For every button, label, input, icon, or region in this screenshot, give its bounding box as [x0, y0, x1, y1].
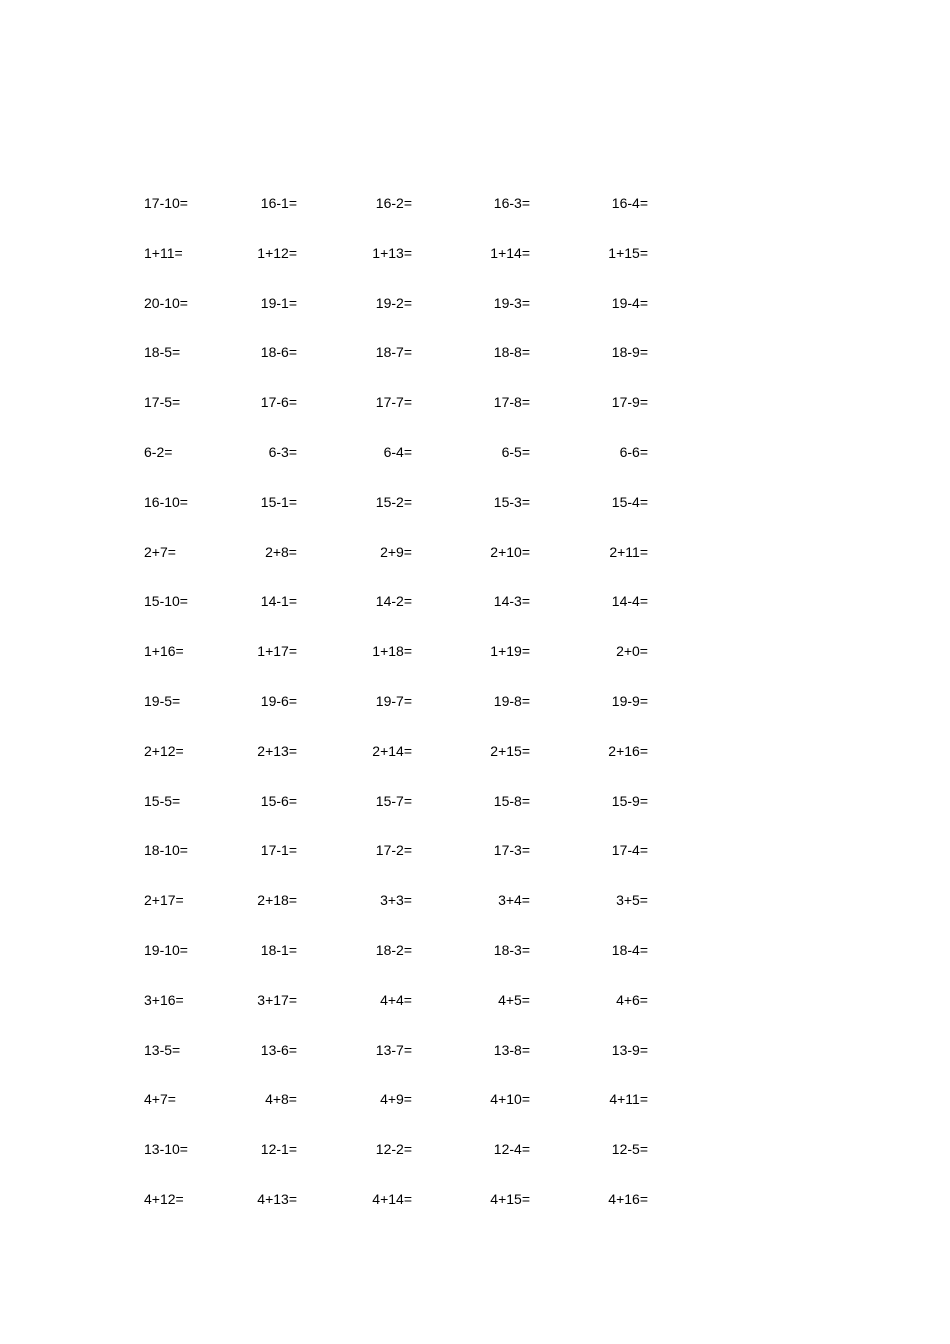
math-problem: 2+0=: [616, 643, 648, 660]
math-problem: 1+11=: [144, 244, 183, 261]
math-problem: 14-3=: [493, 593, 530, 610]
math-problem: 20-10=: [144, 294, 188, 311]
math-problem: 13-8=: [493, 1041, 530, 1058]
math-problem: 1+17=: [257, 643, 297, 660]
math-problem: 14-1=: [260, 593, 297, 610]
math-problem: 16-2=: [375, 195, 412, 211]
math-problem: 18-9=: [611, 344, 648, 361]
math-problem: 17-4=: [611, 842, 648, 859]
math-problem: 2+18=: [257, 892, 297, 909]
problem-row: [0, 1188, 950, 1210]
math-problem: 4+11=: [609, 1091, 648, 1108]
math-problem: 12-5=: [611, 1141, 648, 1158]
math-problem: 12-1=: [260, 1141, 297, 1158]
math-problem: 15-9=: [611, 792, 648, 809]
math-problem: 16-1=: [260, 195, 297, 211]
math-problem: 19-3=: [493, 294, 530, 311]
math-problem: 16-10=: [144, 493, 188, 510]
math-problem: 18-5=: [144, 344, 181, 361]
math-problem: 3+4=: [498, 892, 530, 909]
problem-row: [0, 690, 950, 712]
math-problem: 19-10=: [144, 942, 188, 958]
math-problem: 4+10=: [490, 1091, 530, 1108]
math-problem: 4+15=: [490, 1191, 530, 1207]
math-problem: 2+9=: [380, 543, 412, 560]
math-problem: 19-6=: [260, 693, 297, 709]
math-problem: 15-2=: [375, 493, 412, 510]
math-problem: 15-8=: [493, 792, 530, 809]
math-problem: 4+13=: [257, 1191, 297, 1207]
math-problem: 12-4=: [493, 1141, 530, 1158]
problem-row: [0, 889, 950, 911]
math-problem: 17-7=: [375, 394, 412, 411]
math-problem: 17-2=: [375, 842, 412, 859]
math-problem: 13-9=: [611, 1041, 648, 1058]
math-problem: 4+5=: [498, 991, 530, 1008]
math-problem: 13-10=: [144, 1141, 188, 1158]
math-problem: 3+17=: [257, 991, 297, 1008]
math-problem: 18-2=: [375, 942, 412, 958]
problem-row: [0, 839, 950, 861]
math-problem: 19-7=: [375, 693, 412, 709]
math-problem: 1+15=: [608, 244, 648, 261]
math-problem: 19-4=: [611, 294, 648, 311]
problem-row: [0, 292, 950, 314]
problem-row: [0, 1039, 950, 1061]
math-problem: 12-2=: [375, 1141, 412, 1158]
math-problem: 19-9=: [611, 693, 648, 709]
math-problem: 2+8=: [265, 543, 297, 560]
math-problem: 3+3=: [380, 892, 412, 909]
math-problem: 6-6=: [619, 444, 648, 460]
math-problem: 17-1=: [260, 842, 297, 859]
math-problem: 16-4=: [611, 195, 648, 211]
math-problem: 14-4=: [611, 593, 648, 610]
math-problem: 4+9=: [380, 1091, 412, 1108]
math-problem: 2+15=: [490, 742, 530, 759]
math-problem: 2+14=: [372, 742, 412, 759]
math-problem: 2+12=: [144, 742, 184, 759]
math-problem: 6-2=: [144, 444, 173, 460]
math-problem: 18-3=: [493, 942, 530, 958]
math-problem: 15-1=: [260, 493, 297, 510]
math-problem: 17-6=: [260, 394, 297, 411]
math-problem: 17-8=: [493, 394, 530, 411]
math-problem: 6-3=: [268, 444, 297, 460]
math-problem: 4+16=: [608, 1191, 648, 1207]
math-problem: 13-6=: [260, 1041, 297, 1058]
problem-row: [0, 640, 950, 662]
math-problem: 14-2=: [375, 593, 412, 610]
math-problem: 15-7=: [375, 792, 412, 809]
math-problem: 1+18=: [372, 643, 412, 660]
problem-row: [0, 541, 950, 563]
math-problem: 1+19=: [490, 643, 530, 660]
math-problem: 18-7=: [375, 344, 412, 361]
math-problem: 16-3=: [493, 195, 530, 211]
math-problem: 18-8=: [493, 344, 530, 361]
problem-row: [0, 989, 950, 1011]
problem-row: [0, 341, 950, 363]
math-problem: 2+17=: [144, 892, 184, 909]
math-problem: 19-5=: [144, 693, 181, 709]
math-problem: 19-1=: [260, 294, 297, 311]
math-problem: 18-1=: [260, 942, 297, 958]
math-problem: 2+16=: [608, 742, 648, 759]
problem-row: [0, 391, 950, 413]
math-problem: 19-8=: [493, 693, 530, 709]
problem-row: [0, 192, 950, 214]
math-problem: 15-10=: [144, 593, 188, 610]
math-problem: 2+11=: [609, 543, 648, 560]
math-problem: 1+13=: [372, 244, 412, 261]
math-problem: 3+5=: [616, 892, 648, 909]
problem-row: [0, 441, 950, 463]
problem-row: [0, 790, 950, 812]
math-problem: 6-5=: [501, 444, 530, 460]
math-problem: 3+16=: [144, 991, 184, 1008]
math-problem: 4+14=: [372, 1191, 412, 1207]
problem-row: [0, 491, 950, 513]
math-problem: 4+4=: [380, 991, 412, 1008]
math-problem: 1+12=: [257, 244, 297, 261]
math-problem: 2+7=: [144, 543, 176, 560]
math-problem: 4+6=: [616, 991, 648, 1008]
math-problem: 18-4=: [611, 942, 648, 958]
math-problem: 17-9=: [611, 394, 648, 411]
problem-row: [0, 590, 950, 612]
math-problem: 15-5=: [144, 792, 181, 809]
problem-row: [0, 1138, 950, 1160]
math-problem: 17-10=: [144, 195, 188, 211]
problem-row: [0, 740, 950, 762]
math-problem: 18-10=: [144, 842, 188, 859]
math-problem: 15-6=: [260, 792, 297, 809]
math-problem: 1+14=: [490, 244, 530, 261]
math-problem: 13-5=: [144, 1041, 181, 1058]
math-problem: 4+12=: [144, 1191, 184, 1207]
problem-row: [0, 939, 950, 961]
math-problem: 13-7=: [375, 1041, 412, 1058]
math-problem: 2+10=: [490, 543, 530, 560]
math-problem: 19-2=: [375, 294, 412, 311]
math-problem: 6-4=: [383, 444, 412, 460]
math-problem: 17-5=: [144, 394, 181, 411]
math-problem: 2+13=: [257, 742, 297, 759]
math-problem: 15-3=: [493, 493, 530, 510]
math-problem: 15-4=: [611, 493, 648, 510]
math-problem: 18-6=: [260, 344, 297, 361]
problem-row: [0, 1088, 950, 1110]
math-problem: 4+7=: [144, 1091, 176, 1108]
math-problem: 1+16=: [144, 643, 184, 660]
problem-row: [0, 242, 950, 264]
math-problem: 4+8=: [265, 1091, 297, 1108]
math-problem: 17-3=: [493, 842, 530, 859]
